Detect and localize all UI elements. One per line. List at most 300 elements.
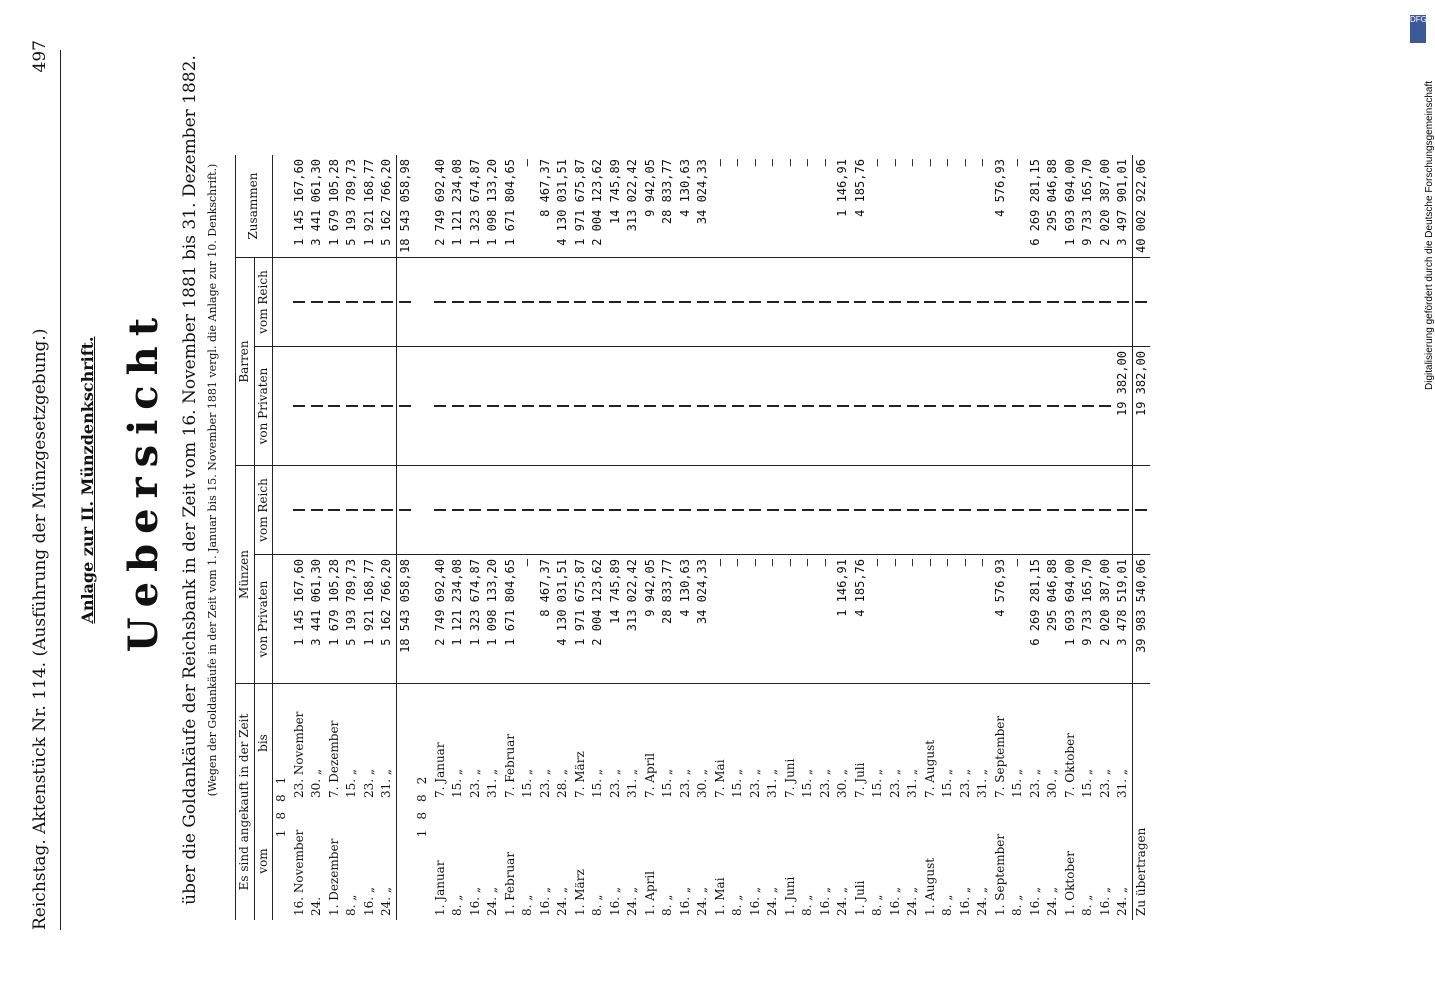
coins-reich-value <box>764 466 782 555</box>
from-date: 24. „ <box>1045 886 1059 916</box>
bars-reich-value <box>326 258 344 347</box>
table-row <box>974 155 992 920</box>
coins-private-value: 2 004 123,62 <box>589 555 607 684</box>
dash-mark <box>767 509 779 511</box>
to-date: 7. April <box>642 752 657 798</box>
from-date: 8. „ <box>940 894 954 916</box>
dash-mark <box>924 405 936 407</box>
table-row <box>642 155 660 920</box>
to-date: 7. Januar <box>432 742 447 798</box>
sum-coins-reich <box>396 466 414 555</box>
from-date: 24. „ <box>625 886 639 916</box>
total-value: — <box>887 155 905 257</box>
bars-private-value <box>922 347 940 466</box>
to-date: 31. „ <box>1115 768 1129 798</box>
dash-mark <box>924 509 936 511</box>
to-date: 15. „ <box>660 768 674 798</box>
bars-reich-value <box>467 258 485 347</box>
subtitle: über die Goldankäufe der Reichsbank in der Zeit vom 16. November 1881 bis 31. Dezember 1882. <box>180 55 200 905</box>
bars-private-value <box>1079 347 1097 466</box>
dash-mark <box>837 301 849 303</box>
table-row <box>502 155 520 920</box>
to-date: 31. „ <box>485 768 499 798</box>
dash-mark <box>1135 301 1147 303</box>
bars-reich-value <box>572 258 590 347</box>
bars-reich-value <box>939 258 957 347</box>
dash-mark <box>994 405 1006 407</box>
dash-mark <box>994 301 1006 303</box>
dash-mark <box>469 405 481 407</box>
dash-mark <box>959 301 971 303</box>
from-date: 16. November <box>291 829 306 916</box>
dash-mark <box>837 405 849 407</box>
annex-label: Anlage zur II. Münzdenkschrift. <box>78 336 97 624</box>
coins-private-value: — <box>764 555 782 684</box>
coins-reich-value <box>291 466 309 555</box>
coins-private-value: — <box>519 555 537 684</box>
dash-mark <box>714 509 726 511</box>
coins-private-value: — <box>799 555 817 684</box>
total-value: 295 046,88 <box>1044 155 1062 257</box>
bars-reich-value <box>957 258 975 347</box>
bars-reich-value <box>922 258 940 347</box>
blank <box>414 258 432 347</box>
dash-mark <box>1047 301 1059 303</box>
dash-mark <box>346 301 358 303</box>
coins-private-value: — <box>869 555 887 684</box>
coins-reich-value <box>1097 466 1115 555</box>
coins-reich-value <box>343 466 361 555</box>
bars-private-value <box>537 347 555 466</box>
bars-reich-value <box>852 258 870 347</box>
bars-reich-value <box>799 258 817 347</box>
dash-mark <box>381 301 393 303</box>
bars-reich-value <box>869 258 887 347</box>
dash-mark <box>399 405 411 407</box>
dash-mark <box>574 405 586 407</box>
bars-private-value <box>712 347 730 466</box>
coins-reich-value <box>957 466 975 555</box>
table-row <box>1079 155 1097 920</box>
dash-mark <box>487 509 499 511</box>
to-date: 23. „ <box>1097 768 1112 798</box>
bars-reich-value <box>449 258 467 347</box>
from-date: 8. „ <box>450 894 464 916</box>
to-date: 15. „ <box>800 768 814 798</box>
bars-reich-value <box>782 258 800 347</box>
page-number: 497 <box>30 40 50 73</box>
to-date: 23. November <box>291 711 306 798</box>
table-row <box>361 155 379 920</box>
dash-mark <box>749 509 761 511</box>
from-date: 1. Mai <box>712 877 727 916</box>
coins-reich-value <box>572 466 590 555</box>
dash-mark <box>311 301 323 303</box>
table-row <box>922 155 940 920</box>
table-row <box>887 155 905 920</box>
from-date: 8. „ <box>800 894 814 916</box>
dash-mark <box>732 405 744 407</box>
bars-reich-value <box>537 258 555 347</box>
coins-private-value: 9 942,05 <box>642 555 660 684</box>
coins-private-value: 2 020 387,00 <box>1097 555 1115 684</box>
total-value: 3 497 901,01 <box>1114 155 1132 257</box>
carry-row <box>1132 155 1150 920</box>
from-date: 24. <box>309 896 323 916</box>
dash-mark <box>363 301 375 303</box>
dash-mark <box>346 509 358 511</box>
bars-reich-value <box>607 258 625 347</box>
blank <box>414 466 432 555</box>
from-date: 16. „ <box>1027 886 1042 916</box>
total-value: 1 679 105,28 <box>326 155 344 257</box>
total-value: — <box>782 155 800 257</box>
to-date: 15. „ <box>520 768 534 798</box>
total-value: — <box>904 155 922 257</box>
sum-row-1881 <box>396 155 414 920</box>
from-date: 24. „ <box>905 886 919 916</box>
coins-reich-value <box>1114 466 1132 555</box>
dash-mark <box>1047 405 1059 407</box>
dash-mark <box>592 405 604 407</box>
coins-private-value: 1 121 234,08 <box>449 555 467 684</box>
table-row <box>712 155 730 920</box>
coins-private-value: 1 971 675,87 <box>572 555 590 684</box>
bars-private-value <box>694 347 712 466</box>
from-date: 8. „ <box>660 894 674 916</box>
total-header: Zusammen <box>236 155 273 257</box>
total-value: 9 733 165,70 <box>1079 155 1097 257</box>
bars-reich-value <box>887 258 905 347</box>
carry-total: 40 002 922,06 <box>1132 155 1150 257</box>
dash-mark <box>293 301 305 303</box>
table-row <box>554 155 572 920</box>
dash-mark <box>399 509 411 511</box>
dash-mark <box>732 509 744 511</box>
dash-mark <box>328 301 340 303</box>
dash-mark <box>697 301 709 303</box>
dash-mark <box>662 509 674 511</box>
total-value: 1 323 674,87 <box>467 155 485 257</box>
coins-reich-value <box>467 466 485 555</box>
to-date: 15. „ <box>870 768 884 798</box>
running-head: Reichstag. Aktenstück Nr. 114. (Ausführung der Münzgesetzgebung.) <box>30 328 50 930</box>
coins-private-value: — <box>782 555 800 684</box>
bars-reich-value <box>308 258 326 347</box>
dash-mark <box>802 509 814 511</box>
bars-private-value <box>747 347 765 466</box>
table-row <box>519 155 537 920</box>
to-date: 31. „ <box>765 768 779 798</box>
to-date: 15. „ <box>450 768 464 798</box>
coins-private-value: — <box>747 555 765 684</box>
coins-reich-value <box>1062 466 1080 555</box>
dash-mark <box>522 405 534 407</box>
coins-reich-value <box>712 466 730 555</box>
coins-private-value: 4 130 031,51 <box>554 555 572 684</box>
table-row <box>308 155 326 920</box>
dash-mark <box>609 509 621 511</box>
dash-mark <box>1082 405 1094 407</box>
table-row <box>343 155 361 920</box>
dash-mark <box>819 301 831 303</box>
dash-mark <box>522 509 534 511</box>
to-date: 15. „ <box>940 768 954 798</box>
table-row <box>291 155 309 920</box>
dash-mark <box>399 301 411 303</box>
dash-mark <box>434 509 446 511</box>
dash-mark <box>994 509 1006 511</box>
table-row <box>449 155 467 920</box>
coins-private-value: — <box>939 555 957 684</box>
bars-private-value <box>1009 347 1027 466</box>
dash-mark <box>872 509 884 511</box>
total-value: — <box>764 155 782 257</box>
dash-mark <box>907 405 919 407</box>
dash-mark <box>889 509 901 511</box>
dash-mark <box>749 301 761 303</box>
to-date: 31. „ <box>975 768 989 798</box>
dash-mark <box>854 301 866 303</box>
year-1882: 1882 <box>415 766 429 838</box>
blank <box>414 347 432 466</box>
dash-mark <box>539 509 551 511</box>
bars-private-value <box>308 347 326 466</box>
sum-bars-private <box>396 347 414 466</box>
total-value: 4 576,93 <box>992 155 1010 257</box>
bars-private-value <box>607 347 625 466</box>
to-date: 30. „ <box>309 768 323 798</box>
bars-reich-value <box>1079 258 1097 347</box>
coins-reich-value <box>361 466 379 555</box>
dash-mark <box>363 509 375 511</box>
dash-mark <box>328 509 340 511</box>
bars-private-value <box>432 347 450 466</box>
total-value: — <box>817 155 835 257</box>
page-header <box>20 30 60 930</box>
carry-coins-reich <box>1132 466 1150 555</box>
from-date: 8. „ <box>730 894 744 916</box>
dash-mark <box>1099 509 1111 511</box>
coins-reich-value <box>554 466 572 555</box>
bars-private-value <box>642 347 660 466</box>
dash-mark <box>732 301 744 303</box>
header-rule <box>60 50 61 930</box>
total-value: 28 833,77 <box>659 155 677 257</box>
dash-mark <box>504 509 516 511</box>
bars-reich-value <box>1009 258 1027 347</box>
to-date: 28. „ <box>555 768 569 798</box>
bars-private-value <box>1027 347 1045 466</box>
bars-private-value <box>887 347 905 466</box>
bars-private-value <box>467 347 485 466</box>
dash-mark <box>557 405 569 407</box>
coins-private-value: 313 022,42 <box>624 555 642 684</box>
sum-coins: 18 543 058,98 <box>396 555 414 684</box>
coins-reich-value <box>817 466 835 555</box>
dash-mark <box>872 301 884 303</box>
bars-reich-value <box>484 258 502 347</box>
carry-bars-reich <box>1132 258 1150 347</box>
table-row <box>904 155 922 920</box>
coins-reich-value <box>624 466 642 555</box>
total-value: — <box>729 155 747 257</box>
bars-private-value <box>1044 347 1062 466</box>
coins-private-value: 4 130,63 <box>677 555 695 684</box>
bars-private-value <box>589 347 607 466</box>
total-value: 1 671 804,65 <box>502 155 520 257</box>
dash-mark <box>802 301 814 303</box>
dash-mark <box>592 301 604 303</box>
bars-private-value <box>764 347 782 466</box>
bars-reich-value <box>519 258 537 347</box>
dash-mark <box>907 301 919 303</box>
to-date: 23. „ <box>1027 768 1042 798</box>
dash-mark <box>346 405 358 407</box>
bars-reich-value <box>378 258 396 347</box>
dash-mark <box>819 405 831 407</box>
dash-mark <box>469 301 481 303</box>
total-value: 34 024,33 <box>694 155 712 257</box>
to-date: 23. „ <box>747 768 762 798</box>
sum-bars-reich <box>396 258 414 347</box>
dash-mark <box>504 405 516 407</box>
dash-mark <box>942 509 954 511</box>
total-value: 6 269 281,15 <box>1027 155 1045 257</box>
page-title: Uebersicht <box>120 307 167 653</box>
dash-mark <box>522 301 534 303</box>
coins-private-value: 1 145 167,60 <box>291 555 309 684</box>
bars-reich-value <box>1097 258 1115 347</box>
coins-reich-value <box>308 466 326 555</box>
dash-mark <box>697 405 709 407</box>
to-date: 7. Juni <box>782 758 797 798</box>
table-row <box>537 155 555 920</box>
to-date: 23. „ <box>887 768 902 798</box>
dash-mark <box>627 405 639 407</box>
to-date: 7. Februar <box>502 733 517 798</box>
coins-reich-header: vom Reich <box>254 466 273 555</box>
coins-reich-value <box>1079 466 1097 555</box>
dash-mark <box>311 509 323 511</box>
dash-mark <box>959 405 971 407</box>
total-value: — <box>974 155 992 257</box>
from-date: 16. „ <box>537 886 552 916</box>
dash-mark <box>504 301 516 303</box>
coins-private-value: 8 467,37 <box>537 555 555 684</box>
from-date: 1. Oktober <box>1062 851 1077 916</box>
dash-mark <box>802 405 814 407</box>
dash-mark <box>539 301 551 303</box>
coins-private-header: von Privaten <box>254 555 273 684</box>
bars-reich-value <box>729 258 747 347</box>
coins-reich-value <box>642 466 660 555</box>
bars-reich-header: vom Reich <box>254 258 273 347</box>
table-row <box>1062 155 1080 920</box>
total-value: — <box>939 155 957 257</box>
table-row <box>957 155 975 920</box>
dash-mark <box>1064 405 1076 407</box>
bars-header: Barren <box>236 258 255 466</box>
bars-reich-value <box>1044 258 1062 347</box>
dash-mark <box>434 301 446 303</box>
total-value: — <box>922 155 940 257</box>
coins-private-value: — <box>957 555 975 684</box>
bars-private-value <box>852 347 870 466</box>
coins-private-value: 6 269 281,15 <box>1027 555 1045 684</box>
bars-reich-value <box>343 258 361 347</box>
dash-mark <box>662 301 674 303</box>
from-date: 24. „ <box>835 886 849 916</box>
bars-private-value <box>449 347 467 466</box>
from-date: 1. März <box>572 869 587 916</box>
table-row <box>1044 155 1062 920</box>
bars-private-value <box>677 347 695 466</box>
table-row <box>467 155 485 920</box>
coins-private-value: 5 162 766,20 <box>378 555 396 684</box>
carry-coins: 39 983 540,06 <box>1132 555 1150 684</box>
dash-mark <box>539 405 551 407</box>
to-date: 23. „ <box>467 768 482 798</box>
bars-private-value <box>939 347 957 466</box>
dash-mark <box>837 509 849 511</box>
coins-private-value: 1 146,91 <box>834 555 852 684</box>
dash-mark <box>1082 301 1094 303</box>
coins-private-value: 28 833,77 <box>659 555 677 684</box>
coins-private-value: — <box>904 555 922 684</box>
coins-reich-value <box>449 466 467 555</box>
bars-reich-value <box>502 258 520 347</box>
coins-private-value: 1 693 694,00 <box>1062 555 1080 684</box>
bars-reich-value <box>1114 258 1132 347</box>
dash-mark <box>627 509 639 511</box>
carry-label: Zu übertragen <box>1132 684 1150 921</box>
coins-reich-value <box>747 466 765 555</box>
dash-mark <box>662 405 674 407</box>
from-date: 16. „ <box>467 886 482 916</box>
total-value: — <box>747 155 765 257</box>
table-row <box>607 155 625 920</box>
from-date: 8. „ <box>870 894 884 916</box>
coins-private-value: — <box>817 555 835 684</box>
coins-reich-value <box>1009 466 1027 555</box>
dash-mark <box>293 405 305 407</box>
coins-private-value: — <box>1009 555 1027 684</box>
table-row <box>852 155 870 920</box>
table-row <box>694 155 712 920</box>
dash-mark <box>592 509 604 511</box>
period-header: Es sind angekauft in der Zeit <box>236 684 255 921</box>
table-row <box>1027 155 1045 920</box>
subnote: (Wegen der Goldankäufe in der Zeit vom 1. Januar bis 15. November 1881 vergl. die Anlage zur 10. Denkschrift.) <box>206 163 219 797</box>
blank <box>414 555 432 684</box>
dash-mark <box>1117 301 1129 303</box>
dash-mark <box>697 509 709 511</box>
table-row <box>799 155 817 920</box>
bars-reich-value <box>291 258 309 347</box>
dash-mark <box>679 405 691 407</box>
table-row <box>817 155 835 920</box>
coins-reich-value <box>869 466 887 555</box>
total-value: 2 749 692,40 <box>432 155 450 257</box>
dash-mark <box>1047 509 1059 511</box>
coins-private-value: 1 323 674,87 <box>467 555 485 684</box>
bars-reich-value <box>694 258 712 347</box>
bars-private-value: 19 382,00 <box>1114 347 1132 466</box>
coins-private-value: 5 193 789,73 <box>343 555 361 684</box>
table-row <box>1097 155 1115 920</box>
dash-mark <box>1029 405 1041 407</box>
